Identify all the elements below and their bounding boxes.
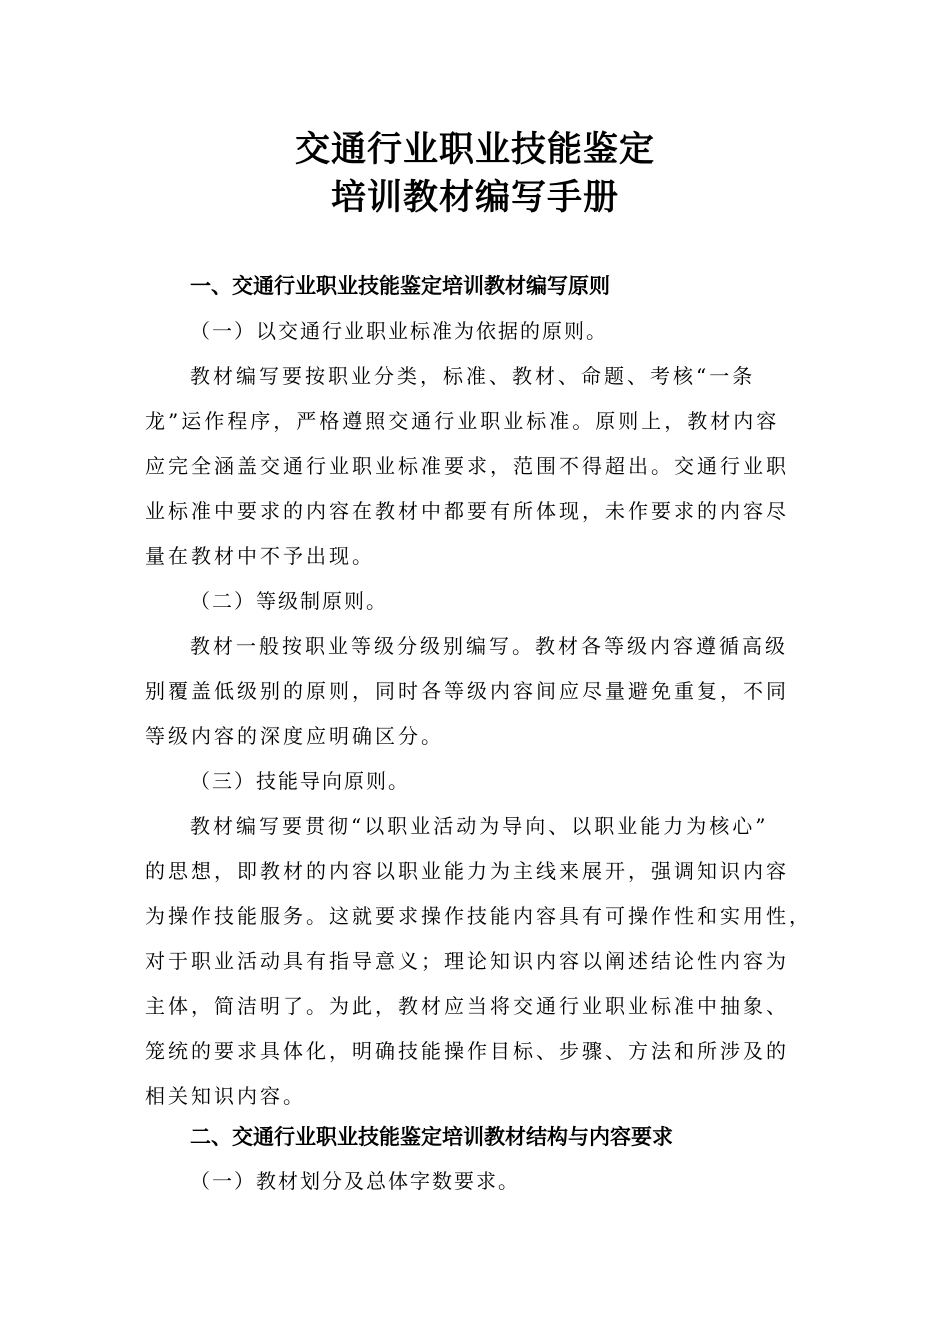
principle-2-line: 教材一般按职业等级分级别编写。教材各等级内容遵循高级 — [190, 634, 788, 658]
document-title-line-2: 培训教材编写手册 — [330, 178, 619, 218]
principle-3-heading: （三）技能导向原则。 — [190, 769, 410, 793]
principle-2-heading: （二）等级制原则。 — [190, 589, 388, 613]
principle-1-line: 应完全涵盖交通行业职业标准要求，范围不得超出。交通行业职 — [145, 454, 789, 478]
principle-1-line: 业标准中要求的内容在教材中都要有所体现，未作要求的内容尽 — [145, 499, 789, 523]
principle-3-line: 主体，简洁明了。为此，教材应当将交通行业职业标准中抽象、 — [145, 994, 789, 1018]
principle-1-line: 龙”运作程序，严格遵照交通行业职业标准。原则上，教材内容 — [145, 409, 780, 433]
principle-2-line: 等级内容的深度应明确区分。 — [145, 724, 444, 748]
principle-3-line: 教材编写要贯彻“以职业活动为导向、以职业能力为核心” — [190, 814, 769, 838]
principle-3-line: 为操作技能服务。这就要求操作技能内容具有可操作性和实用性， — [145, 904, 812, 928]
principle-3-line: 相关知识内容。 — [145, 1084, 306, 1108]
section-2-subheading: （一）教材划分及总体字数要求。 — [190, 1169, 520, 1193]
section-2-heading: 二、交通行业职业技能鉴定培训教材结构与内容要求 — [190, 1125, 673, 1149]
principle-1-line: 教材编写要按职业分类，标准、教材、命题、考核“一条 — [190, 364, 756, 388]
principle-1-line: 量在教材中不予出现。 — [145, 544, 375, 568]
principle-3-line: 笼统的要求具体化，明确技能操作目标、步骤、方法和所涉及的 — [145, 1039, 789, 1063]
principle-3-line: 对于职业活动具有指导意义；理论知识内容以阐述结论性内容为 — [145, 949, 789, 973]
document-title-line-1: 交通行业职业技能鉴定 — [294, 130, 655, 170]
principle-2-line: 别覆盖低级别的原则，同时各等级内容间应尽量避免重复，不同 — [145, 679, 789, 703]
principle-3-line: 的思想，即教材的内容以职业能力为主线来展开，强调知识内容 — [145, 859, 789, 883]
principle-1-heading: （一）以交通行业职业标准为依据的原则。 — [190, 319, 608, 343]
section-1-heading: 一、交通行业职业技能鉴定培训教材编写原则 — [190, 274, 610, 298]
